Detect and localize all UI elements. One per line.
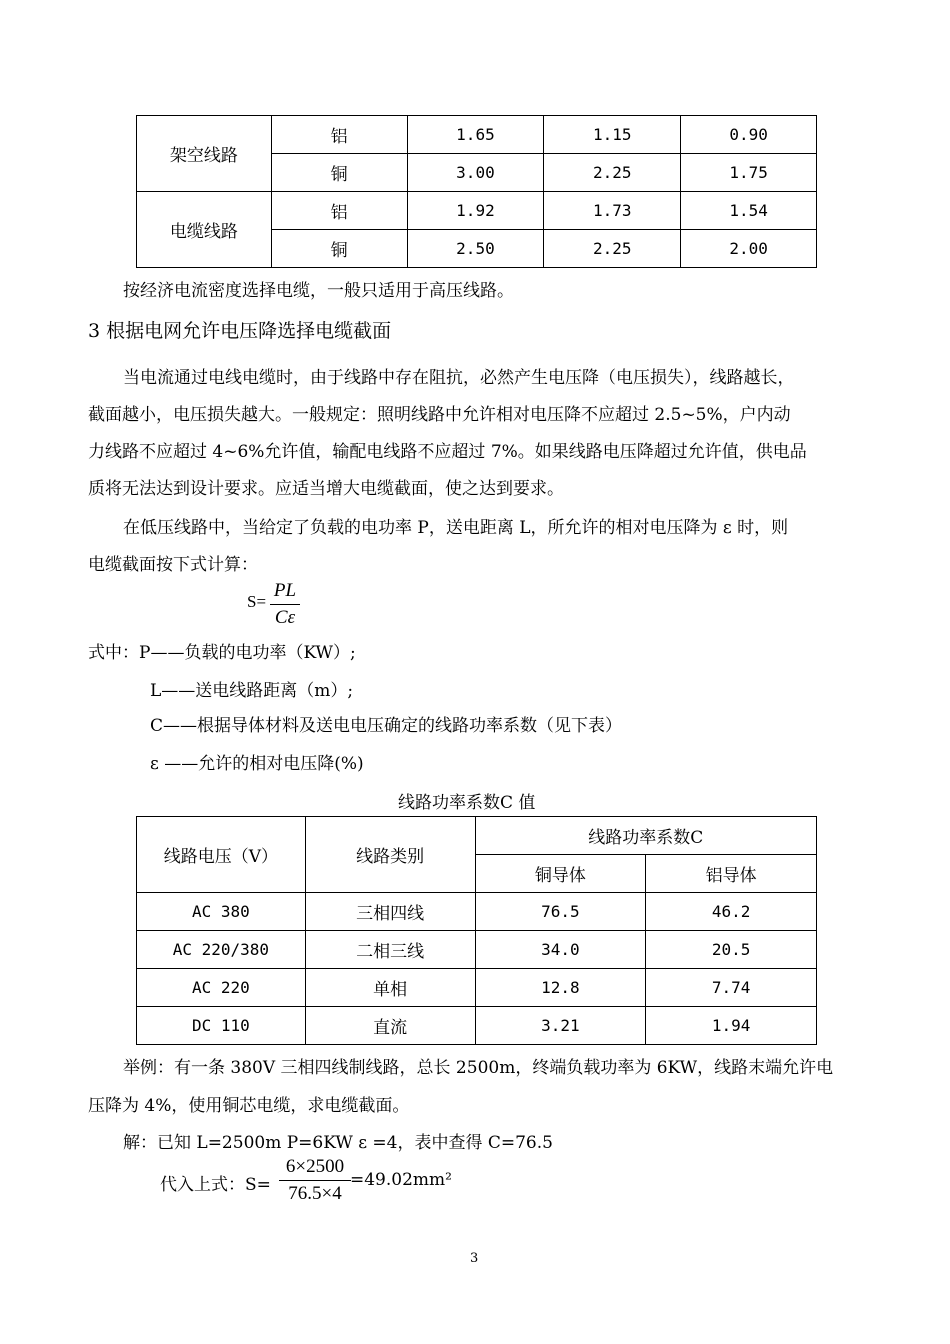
paragraph-line: 电缆截面按下式计算： — [88, 555, 258, 575]
copper-cell: 34.0 — [475, 931, 646, 969]
legend-line: L——送电线路距离（m）; — [150, 681, 354, 701]
copper-cell: 3.21 — [475, 1007, 646, 1045]
material-cell: 铜 — [271, 230, 407, 268]
header-copper: 铜导体 — [475, 855, 646, 893]
voltage-cell: DC 110 — [137, 1007, 306, 1045]
value-cell: 1.15 — [544, 116, 681, 154]
legend-line: ε ——允许的相对电压降(%) — [150, 754, 364, 774]
paragraph-line: 截面越小，电压损失越大。一般规定：照明线路中允许相对电压降不应超过 2.5~5%，户内动 — [88, 405, 791, 425]
value-cell: 3.00 — [407, 154, 544, 192]
formula-denominator: Cε — [274, 607, 296, 628]
paragraph-line: 质将无法达到设计要求。应适当增大电缆截面，使之达到要求。 — [88, 479, 564, 499]
table-caption: 线路功率系数C 值 — [398, 793, 536, 813]
aluminum-cell: 46.2 — [646, 893, 817, 931]
value-cell: 2.50 — [407, 230, 544, 268]
fraction-bar — [279, 1180, 351, 1181]
example-line: 压降为 4%，使用铜芯电缆，求电缆截面。 — [88, 1096, 410, 1116]
current-density-table — [136, 115, 817, 268]
value-cell: 2.25 — [544, 154, 681, 192]
calc-denominator: 76.5×4 — [288, 1183, 342, 1204]
row-type-cell: 电缆线路 — [137, 192, 272, 268]
value-cell: 1.92 — [407, 192, 544, 230]
header-coefficient: 线路功率系数C — [475, 817, 817, 855]
material-cell: 铝 — [271, 116, 407, 154]
header-voltage: 线路电压（V） — [137, 817, 306, 893]
calc-prefix: 代入上式：S= — [160, 1175, 271, 1195]
voltage-cell: AC 220 — [137, 969, 306, 1007]
value-cell: 2.25 — [544, 230, 681, 268]
legend-line: C——根据导体材料及送电电压确定的线路功率系数（见下表） — [150, 716, 623, 736]
copper-cell: 76.5 — [475, 893, 646, 931]
formula-numerator: PL — [273, 580, 297, 601]
section-heading: 3 根据电网允许电压降选择电缆截面 — [88, 320, 392, 342]
aluminum-cell: 1.94 — [646, 1007, 817, 1045]
calc-numerator: 6×2500 — [285, 1156, 345, 1177]
type-cell: 直流 — [305, 1007, 475, 1045]
value-cell: 1.73 — [544, 192, 681, 230]
aluminum-cell: 20.5 — [646, 931, 817, 969]
type-cell: 三相四线 — [305, 893, 475, 931]
value-cell: 1.65 — [407, 116, 544, 154]
value-cell: 0.90 — [681, 116, 817, 154]
paragraph-line: 在低压线路中，当给定了负载的电功率 P，送电距离 L，所允许的相对电压降为 ε 时，则 — [123, 518, 789, 538]
header-type: 线路类别 — [305, 817, 475, 893]
example-line: 举例：有一条 380V 三相四线制线路，总长 2500m，终端负载功率为 6KW，线路末端允许电 — [123, 1058, 834, 1078]
material-cell: 铝 — [271, 192, 407, 230]
fraction-bar — [270, 604, 300, 605]
material-cell: 铜 — [271, 154, 407, 192]
formula-fraction — [270, 579, 300, 630]
voltage-cell: AC 220/380 — [137, 931, 306, 969]
value-cell: 1.75 — [681, 154, 817, 192]
power-coefficient-table — [136, 816, 817, 1045]
formula-lhs: S= — [247, 592, 267, 611]
paragraph-line: 力线路不应超过 4~6%允许值，输配电线路不应超过 7%。如果线路电压降超过允许值，供电品 — [88, 442, 807, 462]
legend-line: 式中：P——负载的电功率（KW）; — [88, 643, 356, 663]
paragraph-line: 当电流通过电线电缆时，由于线路中存在阻抗，必然产生电压降（电压损失），线路越长， — [123, 368, 795, 388]
solution-line: 解：已知 L=2500m P=6KW ε =4，表中查得 C=76.5 — [123, 1133, 553, 1153]
value-cell: 1.54 — [681, 192, 817, 230]
density-note: 按经济电流密度选择电缆，一般只适用于高压线路。 — [123, 281, 514, 301]
row-type-cell: 架空线路 — [137, 116, 272, 192]
copper-cell: 12.8 — [475, 969, 646, 1007]
voltage-cell: AC 380 — [137, 893, 306, 931]
calc-result: =49.02mm² — [350, 1170, 452, 1190]
type-cell: 二相三线 — [305, 931, 475, 969]
page-number: 3 — [470, 1251, 479, 1266]
header-aluminum: 铝导体 — [646, 855, 817, 893]
value-cell: 2.00 — [681, 230, 817, 268]
calc-fraction — [279, 1155, 351, 1206]
type-cell: 单相 — [305, 969, 475, 1007]
aluminum-cell: 7.74 — [646, 969, 817, 1007]
